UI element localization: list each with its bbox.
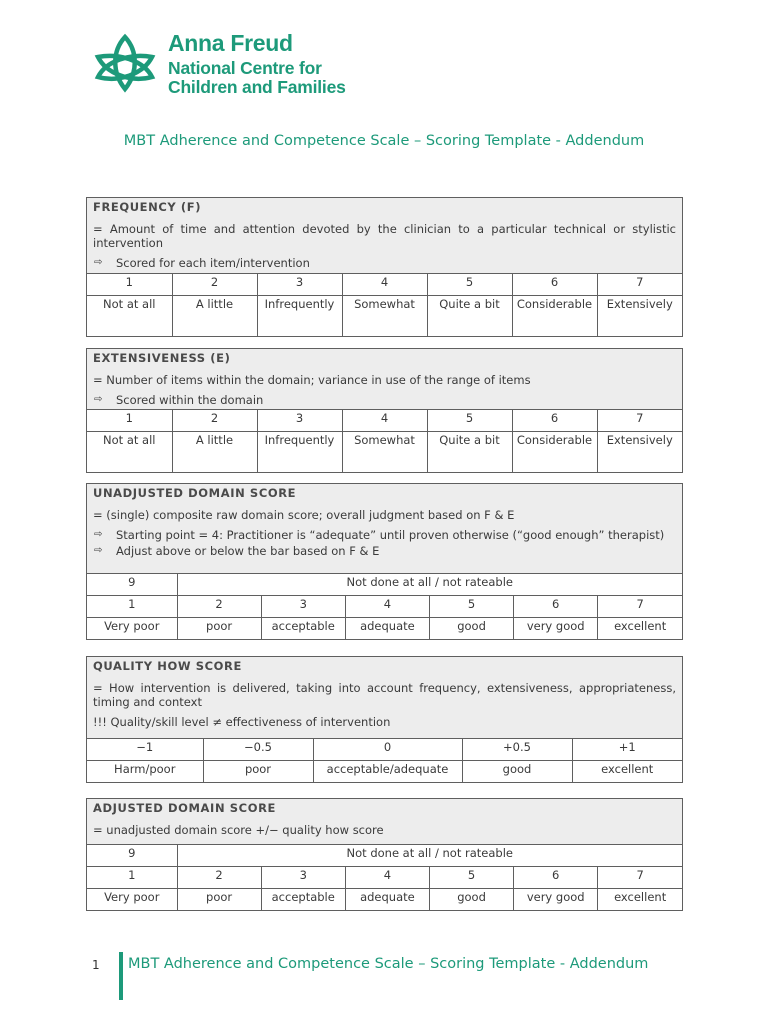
score-cell: −0.5 <box>203 739 313 761</box>
unadjusted-na-table <box>87 573 682 595</box>
quality-how-score-section <box>86 656 683 783</box>
page-number: 1 <box>92 958 100 972</box>
label-cell: poor <box>177 618 261 640</box>
quality-scale-table <box>87 738 682 782</box>
score-cell: 5 <box>429 596 513 618</box>
section-description: = Number of items within the domain; variance in use of the range of items <box>93 373 531 387</box>
score-cell: 4 <box>342 274 427 296</box>
label-cell: Considerable <box>512 296 597 337</box>
label-cell: Quite a bit <box>427 432 512 473</box>
section-description: = unadjusted domain score +/− quality how score <box>93 823 384 837</box>
label-cell: Somewhat <box>342 296 427 337</box>
logo-line-2: National Centre for <box>168 58 322 78</box>
triquetra-logo-icon <box>92 33 158 95</box>
arrow-bullet-icon: ⇨ <box>94 529 103 540</box>
frequency-header <box>87 198 682 273</box>
label-cell: Very poor <box>87 889 177 911</box>
label-cell: Infrequently <box>257 296 342 337</box>
label-cell: Somewhat <box>342 432 427 473</box>
score-cell: 0 <box>313 739 462 761</box>
score-cell: 2 <box>172 410 257 432</box>
anna-freud-logo <box>92 30 382 100</box>
label-cell: excellent <box>598 618 682 640</box>
label-cell: Considerable <box>512 432 597 473</box>
label-cell: very good <box>514 618 598 640</box>
score-cell: 7 <box>598 867 682 889</box>
label-cell: good <box>462 761 572 783</box>
label-cell: Extensively <box>597 432 682 473</box>
na-label-cell: Not done at all / not rateable <box>177 845 682 867</box>
score-cell: 6 <box>514 867 598 889</box>
extensiveness-header <box>87 349 682 409</box>
score-cell: +0.5 <box>462 739 572 761</box>
label-cell: Not at all <box>87 432 172 473</box>
label-cell: Harm/poor <box>87 761 203 783</box>
score-cell: 4 <box>342 410 427 432</box>
unadjusted-header <box>87 484 682 573</box>
label-cell: acceptable/adequate <box>313 761 462 783</box>
section-description: = (single) composite raw domain score; overall judgment based on F & E <box>93 508 515 522</box>
label-cell: Quite a bit <box>427 296 512 337</box>
bullet-text: Scored for each item/intervention <box>116 256 310 270</box>
score-cell: 2 <box>172 274 257 296</box>
label-cell: Extensively <box>597 296 682 337</box>
footer-accent-bar <box>119 952 123 1000</box>
label-cell: Not at all <box>87 296 172 337</box>
bullet-item <box>93 393 676 407</box>
label-cell: good <box>429 618 513 640</box>
label-cell: A little <box>172 296 257 337</box>
section-title: EXTENSIVENESS (E) <box>93 351 231 365</box>
frequency-scale-table <box>87 273 682 336</box>
score-cell: 1 <box>87 867 177 889</box>
score-cell: 5 <box>427 274 512 296</box>
score-cell: −1 <box>87 739 203 761</box>
section-description: = Amount of time and attention devoted by the clinician to a particular technical or stylistic intervention <box>93 222 676 250</box>
score-cell: 1 <box>87 274 172 296</box>
score-cell: 7 <box>597 274 682 296</box>
label-cell: poor <box>177 889 261 911</box>
adjusted-domain-score-section <box>86 798 683 911</box>
page-footer <box>92 952 652 1000</box>
score-cell: 2 <box>177 867 261 889</box>
quality-header <box>87 657 682 738</box>
unadjusted-scale-table <box>87 595 682 639</box>
score-cell: 3 <box>261 596 345 618</box>
extensiveness-section <box>86 348 683 473</box>
section-description: = How intervention is delivered, taking into account frequency, extensiveness, appropriateness, timing and context <box>93 681 676 709</box>
na-score-cell: 9 <box>87 845 177 867</box>
bullet-text: Starting point = 4: Practitioner is “adequate” until proven otherwise (“good enough” therapist) <box>116 528 665 542</box>
section-title: QUALITY HOW SCORE <box>93 659 242 673</box>
score-cell: 6 <box>514 596 598 618</box>
label-cell: Infrequently <box>257 432 342 473</box>
na-score-cell: 9 <box>87 574 177 596</box>
adjusted-scale-table <box>87 866 682 910</box>
label-cell: good <box>429 889 513 911</box>
adjusted-header <box>87 799 682 844</box>
score-cell: 4 <box>345 596 429 618</box>
arrow-bullet-icon: ⇨ <box>94 545 103 556</box>
score-cell: +1 <box>572 739 682 761</box>
score-cell: 7 <box>597 410 682 432</box>
label-cell: acceptable <box>261 618 345 640</box>
score-cell: 6 <box>512 410 597 432</box>
score-cell: 1 <box>87 596 177 618</box>
score-cell: 2 <box>177 596 261 618</box>
label-cell: acceptable <box>261 889 345 911</box>
score-cell: 5 <box>429 867 513 889</box>
label-cell: excellent <box>572 761 682 783</box>
section-note: !!! Quality/skill level ≠ effectiveness of intervention <box>93 715 391 729</box>
unadjusted-domain-score-section <box>86 483 683 640</box>
bullet-item <box>93 528 676 542</box>
logo-line-1: Anna Freud <box>168 30 293 56</box>
score-cell: 7 <box>598 596 682 618</box>
bullet-item <box>93 256 676 270</box>
label-cell: very good <box>514 889 598 911</box>
score-cell: 6 <box>512 274 597 296</box>
logo-line-3: Children and Families <box>168 77 346 97</box>
label-cell: adequate <box>345 889 429 911</box>
extensiveness-scale-table <box>87 409 682 472</box>
score-cell: 5 <box>427 410 512 432</box>
footer-title: MBT Adherence and Competence Scale – Scoring Template - Addendum <box>128 956 649 972</box>
label-cell: A little <box>172 432 257 473</box>
score-cell: 4 <box>345 867 429 889</box>
document-title: MBT Adherence and Competence Scale – Scoring Template - Addendum <box>123 133 645 149</box>
section-title: FREQUENCY (F) <box>93 200 202 214</box>
score-cell: 1 <box>87 410 172 432</box>
na-label-cell: Not done at all / not rateable <box>177 574 682 596</box>
adjusted-na-table <box>87 844 682 866</box>
score-cell: 3 <box>257 410 342 432</box>
bullet-text: Adjust above or below the bar based on F & E <box>116 544 380 558</box>
label-cell: excellent <box>598 889 682 911</box>
section-title: ADJUSTED DOMAIN SCORE <box>93 801 276 815</box>
frequency-section <box>86 197 683 337</box>
score-cell: 3 <box>261 867 345 889</box>
bullet-text: Scored within the domain <box>116 393 264 407</box>
section-title: UNADJUSTED DOMAIN SCORE <box>93 486 297 500</box>
label-cell: Very poor <box>87 618 177 640</box>
arrow-bullet-icon: ⇨ <box>94 257 103 268</box>
bullet-item <box>93 544 676 558</box>
score-cell: 3 <box>257 274 342 296</box>
label-cell: poor <box>203 761 313 783</box>
label-cell: adequate <box>345 618 429 640</box>
arrow-bullet-icon: ⇨ <box>94 394 103 405</box>
